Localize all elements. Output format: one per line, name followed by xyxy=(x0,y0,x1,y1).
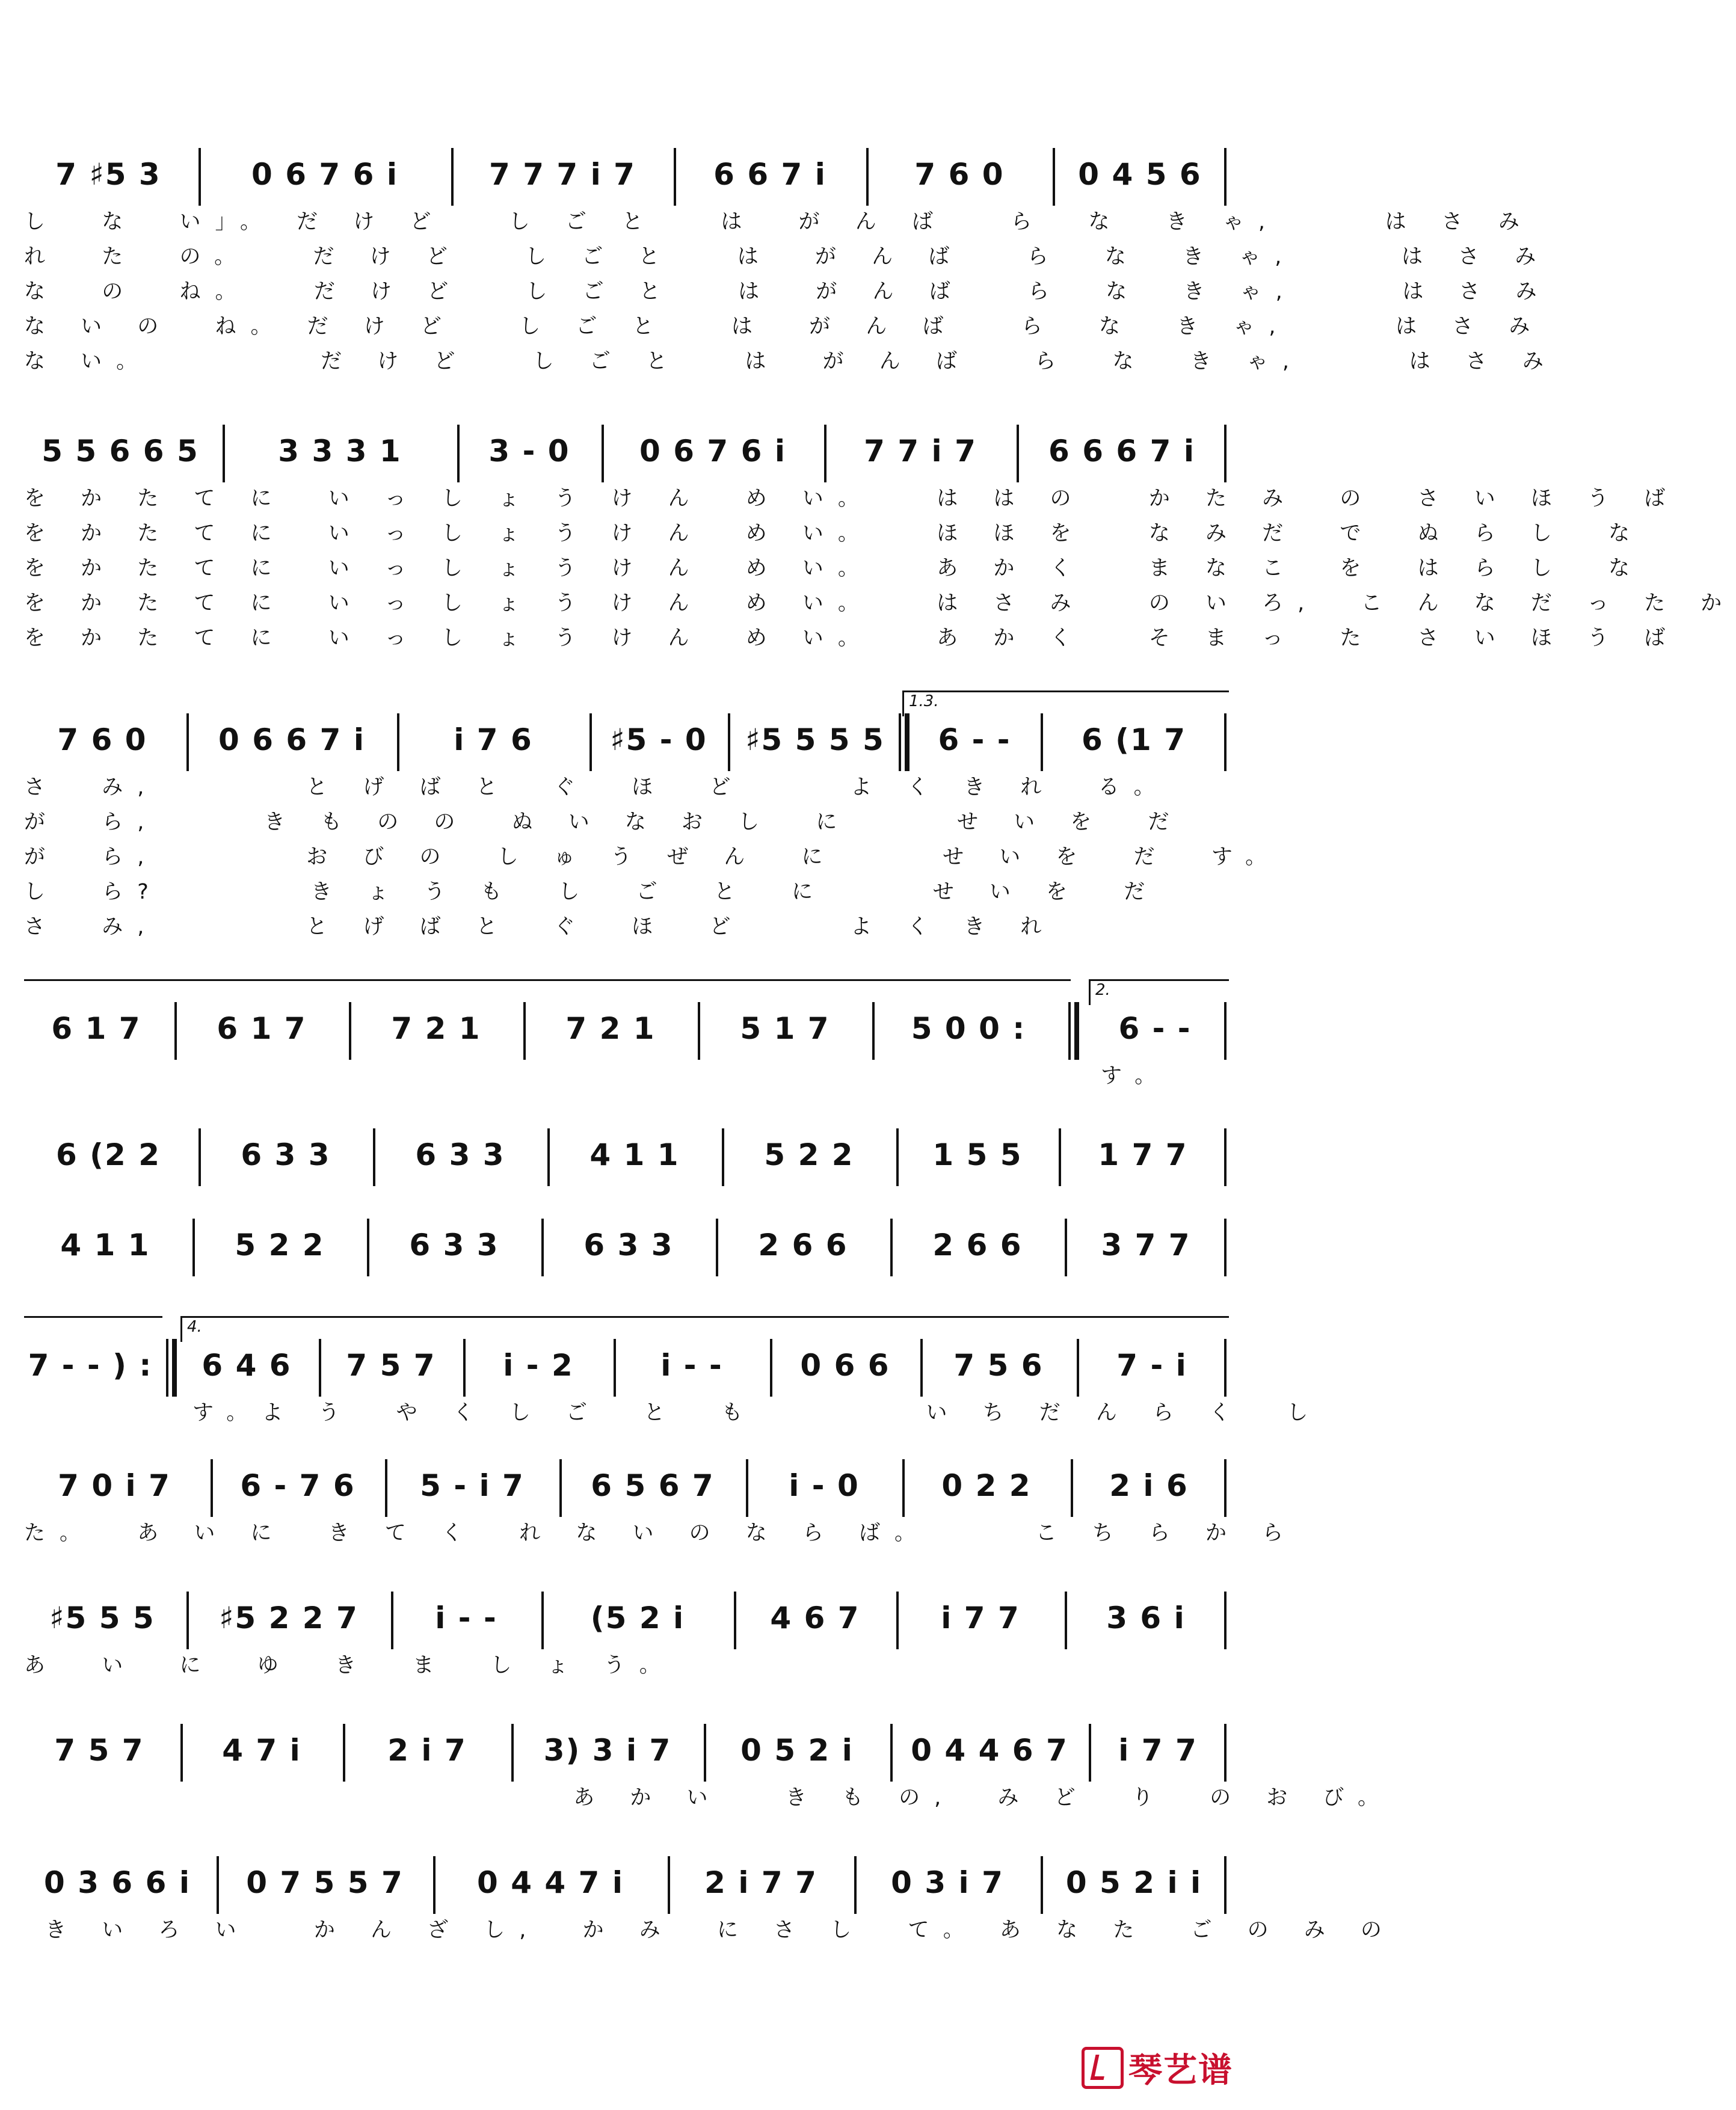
lyrics-block xyxy=(24,205,1558,379)
barline xyxy=(872,1002,875,1060)
measure: 7 6 0 xyxy=(57,722,147,757)
lyric-line: が ら, お び の し ゅ う ぜ ん に せ い を だ す。 xyxy=(24,845,1281,869)
barline xyxy=(1059,1128,1061,1186)
measure: 6 (2 2 xyxy=(55,1137,161,1172)
measure: 4 1 1 xyxy=(60,1228,150,1263)
barline xyxy=(902,1459,905,1517)
barline xyxy=(824,425,826,482)
barline xyxy=(890,1724,893,1782)
measure: 6 4 6 xyxy=(202,1348,292,1383)
measure: i 7 7 xyxy=(1118,1733,1198,1768)
measure: 1 5 5 xyxy=(932,1137,1023,1172)
barline xyxy=(397,713,399,771)
measure: 6 - 7 6 xyxy=(240,1468,356,1503)
barline xyxy=(674,148,676,206)
barline xyxy=(1224,1002,1227,1060)
notes-row xyxy=(24,1125,1227,1185)
lyric-line: た。 あ い に き て く れ な い の な ら ば。 こ ち ら か ら xyxy=(24,1521,1298,1545)
barline xyxy=(373,1128,375,1186)
lyric-line: を か た て に い っ し ょ う け ん め い。 は さ み の い ろ, こ ん な だ っ た か xyxy=(24,591,1736,615)
measure: 4 6 7 xyxy=(770,1601,860,1635)
lyric-line: あ い に ゆ き ま し ょ う。 xyxy=(24,1653,675,1678)
lyrics-block xyxy=(24,1648,1227,1683)
lyric-line: す。よ う や く し ご と も い ち だ ん ら く し xyxy=(192,1401,1323,1425)
measure: 7 5 7 xyxy=(54,1733,144,1768)
barline xyxy=(1065,1592,1067,1649)
watermark xyxy=(1082,2044,1233,2092)
measure: 6 (1 7 xyxy=(1081,722,1187,757)
barline xyxy=(716,1219,718,1276)
barline xyxy=(746,1459,748,1517)
barline xyxy=(854,1856,857,1914)
measure: 7 2 1 xyxy=(391,1011,481,1046)
system-4 xyxy=(24,981,1227,1093)
measure: 0 2 2 xyxy=(941,1468,1032,1503)
repeat-end-barline xyxy=(166,1339,177,1397)
notes-row xyxy=(24,1456,1227,1516)
system-8 xyxy=(24,1456,1298,1551)
barline xyxy=(541,1219,544,1276)
barline xyxy=(1224,1856,1227,1914)
volta-label: 4. xyxy=(187,1318,202,1336)
lyric-line: が ら, き も の の ぬ い な お し に せ い を だ xyxy=(24,810,1184,834)
barline xyxy=(1041,1856,1043,1914)
volta-line xyxy=(24,1316,162,1318)
barline xyxy=(704,1724,706,1782)
measure: 5 5 6 6 5 xyxy=(42,434,199,469)
measure: 2 i 7 xyxy=(387,1733,467,1768)
barline xyxy=(722,1128,724,1186)
measure: 7 7 i 7 xyxy=(864,434,977,469)
volta-label: 2. xyxy=(1095,981,1110,999)
barline xyxy=(1077,1339,1079,1397)
barline xyxy=(1224,1592,1227,1649)
measure: 2 6 6 xyxy=(758,1228,848,1263)
lyrics-block xyxy=(24,1516,1298,1551)
measure: 6 3 3 xyxy=(409,1228,499,1263)
lyric-line: を か た て に い っ し ょ う け ん め い。 ほ ほ を な み だ で ぬ ら し な xyxy=(24,521,1645,546)
barline xyxy=(541,1592,544,1649)
notes-row xyxy=(24,1215,1227,1275)
notes-row xyxy=(24,1853,1227,1913)
barline xyxy=(457,425,460,482)
measure: ♯5 5 5 5 xyxy=(745,722,885,757)
measure: 0 7 5 5 7 xyxy=(246,1865,404,1900)
barline xyxy=(668,1856,670,1914)
barline xyxy=(511,1724,514,1782)
barline xyxy=(319,1339,321,1397)
lyric-line: す。 xyxy=(1101,1064,1171,1088)
lyrics-block xyxy=(24,1059,1227,1093)
measure: 2 6 6 xyxy=(932,1228,1023,1263)
measure: 6 6 6 7 i xyxy=(1048,434,1195,469)
measure: 0 5 2 i xyxy=(740,1733,854,1768)
system-6 xyxy=(24,1215,1227,1275)
measure: 7 6 0 xyxy=(914,157,1005,192)
measure: 7 2 1 xyxy=(565,1011,656,1046)
measure: 3 3 3 1 xyxy=(278,434,402,469)
barline xyxy=(1065,1219,1067,1276)
lyrics-block xyxy=(24,1395,1323,1430)
notes-row xyxy=(24,421,1227,481)
lyric-line: を か た て に い っ し ょ う け ん め い。 あ か く そ ま っ た さ い ほ う ば xyxy=(24,626,1680,650)
barline xyxy=(343,1724,345,1782)
measure: 3) 3 i 7 xyxy=(543,1733,672,1768)
barline xyxy=(1224,1459,1227,1517)
measure: 7 ♯5 3 xyxy=(55,157,161,192)
measure: 0 3 6 6 i xyxy=(44,1865,191,1900)
system-3 xyxy=(24,692,1281,944)
measure: 5 2 2 xyxy=(235,1228,325,1263)
notes-row xyxy=(24,1588,1227,1648)
barline xyxy=(1071,1459,1073,1517)
lyric-line: さ み, と げ ば と ぐ ほ ど よ く き れ る。 xyxy=(24,775,1169,799)
barline xyxy=(385,1459,387,1517)
barline xyxy=(1224,713,1227,771)
barline xyxy=(559,1459,562,1517)
measure: 6 3 3 xyxy=(415,1137,505,1172)
repeat-start-barline xyxy=(899,713,910,771)
measure: 7 - i xyxy=(1116,1348,1187,1383)
barline xyxy=(1053,148,1055,206)
measure: 5 0 0 : xyxy=(911,1011,1026,1046)
barline xyxy=(217,1856,219,1914)
barline xyxy=(451,148,454,206)
barline xyxy=(698,1002,700,1060)
measure: i 7 7 xyxy=(941,1601,1020,1635)
measure: 4 7 i xyxy=(222,1733,301,1768)
measure: ♯5 5 5 xyxy=(49,1601,155,1635)
barline xyxy=(890,1219,893,1276)
measure: 0 6 7 6 i xyxy=(251,157,398,192)
measure: 7 7 7 i 7 xyxy=(489,157,636,192)
barline xyxy=(896,1592,899,1649)
system-2 xyxy=(24,421,1736,656)
measure: 7 - - ) : xyxy=(28,1348,153,1383)
barline xyxy=(1224,1219,1227,1276)
measure: i - 2 xyxy=(503,1348,574,1383)
barline xyxy=(920,1339,923,1397)
measure: ♯5 - 0 xyxy=(610,722,707,757)
barline xyxy=(211,1459,213,1517)
measure: 6 1 7 xyxy=(217,1011,307,1046)
barline xyxy=(367,1219,369,1276)
barline xyxy=(602,425,604,482)
notes-row xyxy=(24,1335,1227,1395)
lyric-line: し ら? き ょ う も し ご と に せ い を だ xyxy=(24,880,1160,904)
system-10 xyxy=(24,1720,1393,1815)
lyrics-block xyxy=(24,1913,1396,1948)
measure: 4 1 1 xyxy=(589,1137,680,1172)
measure: 2 i 7 7 xyxy=(704,1865,817,1900)
measure: 5 - i 7 xyxy=(420,1468,525,1503)
barline xyxy=(1089,1724,1091,1782)
measure: i 7 6 xyxy=(454,722,533,757)
measure: 6 - - xyxy=(938,722,1011,757)
barline xyxy=(174,1002,177,1060)
measure: 6 3 3 xyxy=(583,1228,674,1263)
measure: 0 4 4 7 i xyxy=(477,1865,624,1900)
barline xyxy=(463,1339,466,1397)
measure: 0 6 6 7 i xyxy=(218,722,365,757)
watermark-text: 琴艺谱 xyxy=(1128,2051,1233,2090)
measure: 3 - 0 xyxy=(488,434,570,469)
lyric-line: し な い」。 だ け ど し ご と は が ん ば ら な き ゃ, は さ み xyxy=(24,210,1534,234)
measure: 0 4 4 6 7 xyxy=(911,1733,1068,1768)
lyric-line: さ み, と げ ば と ぐ ほ ど よ く き れ xyxy=(24,915,1056,939)
system-11 xyxy=(24,1853,1396,1948)
measure: 3 6 i xyxy=(1106,1601,1186,1635)
barline xyxy=(1224,1339,1227,1397)
barline xyxy=(199,1128,201,1186)
volta-label: 1.3. xyxy=(909,692,939,710)
lyric-line: な い。 だ け ど し ご と は が ん ば ら な き ゃ, は さ み xyxy=(24,349,1558,374)
measure: 7 0 i 7 xyxy=(58,1468,171,1503)
barline xyxy=(1224,1128,1227,1186)
lyric-line: き い ろ い か ん ざ し, か み に さ し て。 あ な た ご の み の xyxy=(24,1918,1396,1942)
barline xyxy=(770,1339,772,1397)
barline xyxy=(391,1592,393,1649)
lyric-line: な い の ね。 だ け ど し ご と は が ん ば ら な き ゃ, は さ み xyxy=(24,315,1545,339)
barline xyxy=(589,713,592,771)
lyrics-block xyxy=(24,770,1281,944)
barline xyxy=(192,1219,195,1276)
lyric-line: れ た の。 だ け ど し ご と は が ん ば ら な き ゃ, は さ み xyxy=(24,245,1551,269)
notes-row xyxy=(24,710,1227,770)
measure: 1 7 7 xyxy=(1098,1137,1188,1172)
notes-row xyxy=(24,998,1227,1059)
lyrics-block xyxy=(24,1780,1393,1815)
system-9 xyxy=(24,1588,1227,1683)
barline xyxy=(433,1856,436,1914)
measure: 7 5 6 xyxy=(953,1348,1044,1383)
measure: i - - xyxy=(660,1348,723,1383)
measure: ♯5 2 2 7 xyxy=(219,1601,359,1635)
barline xyxy=(199,148,201,206)
measure: 7 5 7 xyxy=(346,1348,436,1383)
barline xyxy=(1017,425,1019,482)
measure: i - - xyxy=(435,1601,497,1635)
measure: 6 1 7 xyxy=(51,1011,141,1046)
measure: 0 6 6 xyxy=(800,1348,890,1383)
lyric-line: を か た て に い っ し ょ う け ん め い。 あ か く ま な こ を は ら し な xyxy=(24,556,1645,580)
barline xyxy=(186,713,189,771)
measure: (5 2 i xyxy=(590,1601,685,1635)
barline xyxy=(614,1339,616,1397)
barline xyxy=(1224,148,1227,206)
barline xyxy=(223,425,225,482)
barline xyxy=(734,1592,736,1649)
measure: 2 i 6 xyxy=(1109,1468,1189,1503)
barline xyxy=(728,713,730,771)
notes-row xyxy=(24,144,1227,205)
system-7 xyxy=(24,1318,1323,1430)
barline xyxy=(523,1002,526,1060)
system-5 xyxy=(24,1125,1227,1185)
repeat-end-barline xyxy=(1068,1002,1079,1060)
barline xyxy=(1041,713,1043,771)
measure: 6 5 6 7 xyxy=(591,1468,715,1503)
barline xyxy=(180,1724,183,1782)
measure: 0 4 5 6 xyxy=(1078,157,1202,192)
barline xyxy=(547,1128,550,1186)
barline xyxy=(186,1592,189,1649)
measure: 6 3 3 xyxy=(241,1137,331,1172)
barline xyxy=(1224,1724,1227,1782)
measure: 5 2 2 xyxy=(764,1137,854,1172)
measure: 5 1 7 xyxy=(740,1011,830,1046)
measure: 6 - - xyxy=(1118,1011,1192,1046)
lyric-line: あ か い き も の, み ど り の お び。 xyxy=(24,1786,1393,1810)
measure: 0 6 7 6 i xyxy=(639,434,786,469)
barline xyxy=(866,148,869,206)
measure: 3 7 7 xyxy=(1101,1228,1191,1263)
piano-logo-icon xyxy=(1082,2047,1124,2089)
notes-row xyxy=(24,1720,1227,1780)
measure: 0 3 i 7 xyxy=(891,1865,1004,1900)
system-1 xyxy=(24,144,1558,379)
measure: 0 5 2 i i xyxy=(1065,1865,1202,1900)
measure: 6 6 7 i xyxy=(713,157,826,192)
measure: i - 0 xyxy=(789,1468,860,1503)
lyrics-block xyxy=(24,481,1736,656)
lyric-line: を か た て に い っ し ょ う け ん め い。 は は の か た み の さ い ほ う ば xyxy=(24,487,1680,511)
barline xyxy=(1224,425,1227,482)
barline xyxy=(896,1128,899,1186)
barline xyxy=(349,1002,351,1060)
lyric-line: な の ね。 だ け ど し ご と は が ん ば ら な き ゃ, は さ み xyxy=(24,280,1551,304)
volta-line xyxy=(24,979,1071,981)
